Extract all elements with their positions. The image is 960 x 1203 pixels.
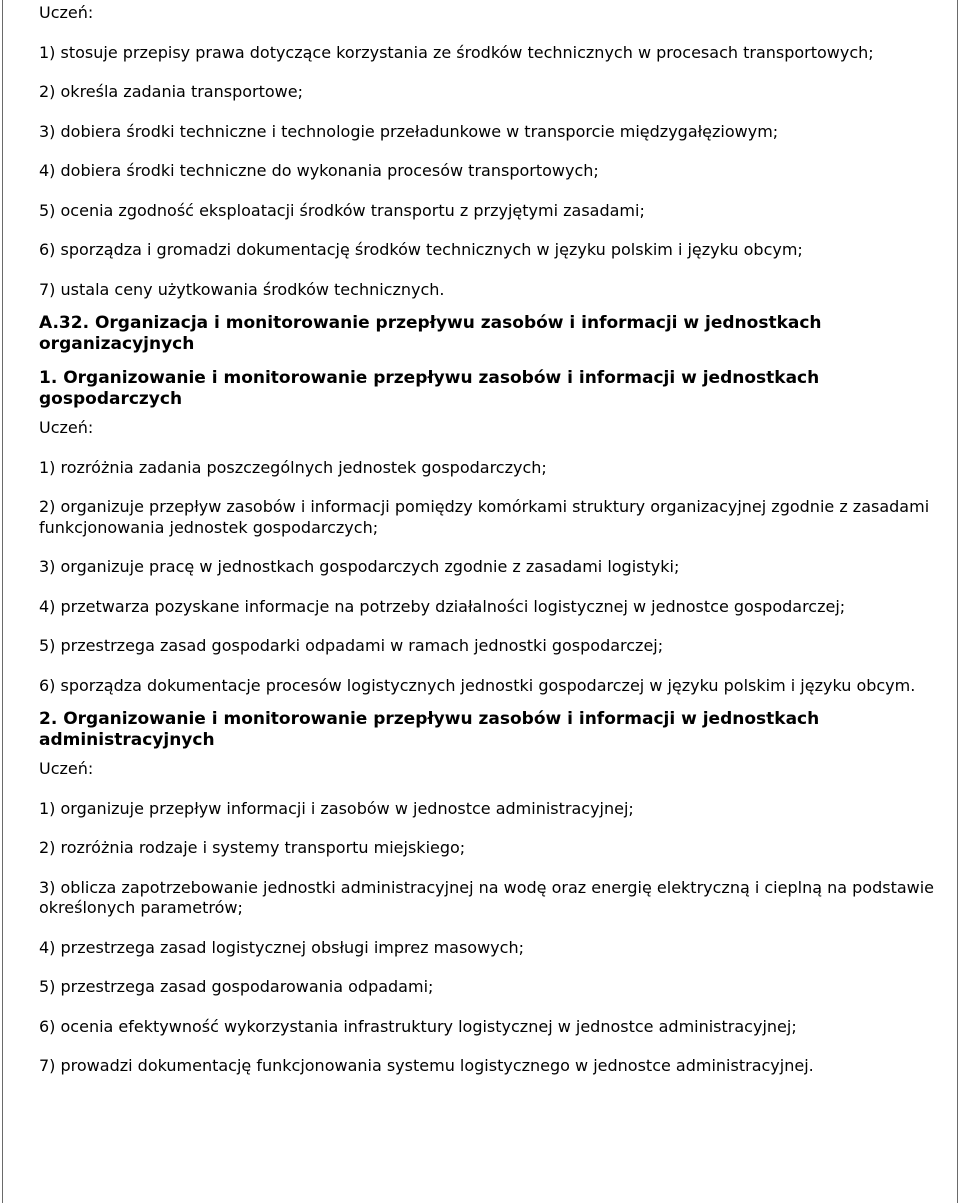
list-item: 1) organizuje przepływ informacji i zasobów w jednostce administracyjnej; [39,798,634,818]
lead-uczen: Uczeń: [39,3,94,22]
lead-uczen: Uczeń: [39,759,94,778]
list-item: 3) oblicza zapotrzebowanie jednostki administracyjnej na wodę oraz energię elektryczną i cieplną na podstawie określonych parametrów; [39,877,935,917]
list-item: 5) przestrzega zasad gospodarki odpadami w ramach jednostki gospodarczej; [39,636,664,655]
list-item: 1) rozróżnia zadania poszczególnych jednostek gospodarczych; [39,457,547,477]
list-item: 2) organizuje przepływ zasobów i informacji pomiędzy komórkami struktury organizacyjnej zgodnie z zasadami funkcjonowania jednostek gospodarczych; [39,497,930,537]
section-heading: 2. Organizowanie i monitorowanie przepływu zasobów i informacji w jednostkach administracyjnych [39,709,820,750]
list-item: 4) przetwarza pozyskane informacje na potrzeby działalności logistycznej w jednostce gospodarczej; [39,596,846,616]
list-item: 6) ocenia efektywność wykorzystania infrastruktury logistycznej w jednostce administracyjnej; [39,1016,797,1036]
list-item: 6) sporządza i gromadzi dokumentację środków technicznych w języku polskim i języku obcym; [39,240,803,259]
qualification-heading: A.32. Organizacja i monitorowanie przepływu zasobów i informacji w jednostkach organizacyjnych [39,313,822,354]
section-heading: 1. Organizowanie i monitorowanie przepływu zasobów i informacji w jednostkach gospodarczych [39,368,820,409]
list-item: 6) sporządza dokumentacje procesów logistycznych jednostki gospodarczej w języku polskim i języku obcym. [39,675,916,695]
list-item: 5) przestrzega zasad gospodarowania odpadami; [39,977,434,996]
list-item: 3) dobiera środki techniczne i technologie przeładunkowe w transporcie międzygałęziowym; [39,121,779,141]
list-item: 5) ocenia zgodność eksploatacji środków transportu z przyjętymi zasadami; [39,200,645,220]
list-item: 3) organizuje pracę w jednostkach gospodarczych zgodnie z zasadami logistyki; [39,557,680,576]
list-item: 7) ustala ceny użytkowania środków technicznych. [39,279,445,299]
list-item: 7) prowadzi dokumentację funkcjonowania systemu logistycznego w jednostce administracyjnej. [39,1056,814,1075]
lead-uczen: Uczeń: [39,418,94,437]
list-item: 2) rozróżnia rodzaje i systemy transportu miejskiego; [39,838,466,857]
list-item: 2) określa zadania transportowe; [39,82,303,101]
list-item: 4) przestrzega zasad logistycznej obsługi imprez masowych; [39,937,524,957]
list-item: 4) dobiera środki techniczne do wykonania procesów transportowych; [39,161,599,180]
document-page [2,0,958,1203]
list-item: 1) stosuje przepisy prawa dotyczące korzystania ze środków technicznych w procesach transportowych; [39,42,874,62]
